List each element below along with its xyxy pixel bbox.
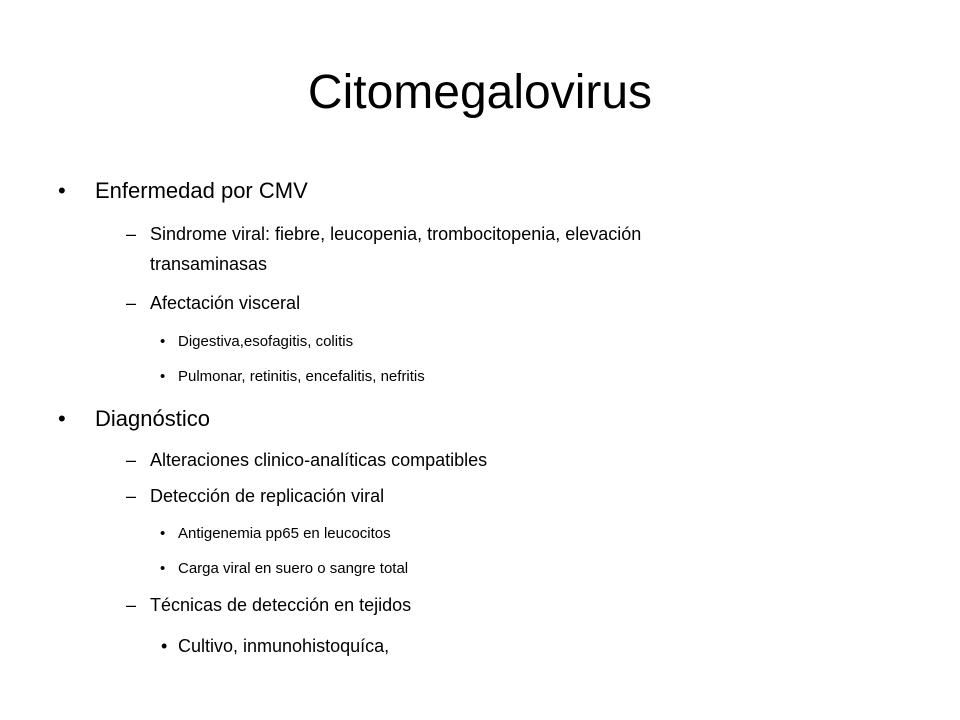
sub-sub-item-text: Carga viral en suero o sangre total <box>178 560 409 577</box>
sub-item-text: Sindrome viral: fiebre, leucopenia, trombocitopenia, elevación <box>150 224 642 244</box>
bullet-marker: • <box>58 406 66 431</box>
sub-item-text: Técnicas de detección en tejidos <box>150 595 412 615</box>
sub-item-text: transaminasas <box>150 254 268 274</box>
bullet-marker: • <box>160 368 166 385</box>
sub-sub-item-text: Antigenemia pp65 en leucocitos <box>178 525 391 542</box>
bullet-marker: • <box>58 178 66 203</box>
sub-sub-item-text: Pulmonar, retinitis, encefalitis, nefritis <box>178 368 425 385</box>
dash-marker: – <box>126 450 137 470</box>
bullet-text: Enfermedad por CMV <box>95 178 308 203</box>
sub-sub-item-text: Cultivo, inmunohistoquíca, <box>178 636 390 656</box>
dash-marker: – <box>126 595 137 615</box>
bullet-marker: • <box>160 560 166 577</box>
dash-marker: – <box>126 224 137 244</box>
sub-item-text: Alteraciones clinico-analíticas compatibles <box>150 450 488 470</box>
sub-sub-item-text: Digestiva,esofagitis, colitis <box>178 333 354 350</box>
bullet-marker: • <box>160 333 166 350</box>
dash-marker: – <box>126 486 137 506</box>
dash-marker: – <box>126 293 137 313</box>
bullet-marker: • <box>161 636 168 656</box>
bullet-text: Diagnóstico <box>95 406 210 431</box>
bullet-marker: • <box>160 525 166 542</box>
slide-title: Citomegalovirus <box>307 66 653 119</box>
sub-item-text: Detección de replicación viral <box>150 486 385 506</box>
sub-item-text: Afectación visceral <box>150 293 301 313</box>
